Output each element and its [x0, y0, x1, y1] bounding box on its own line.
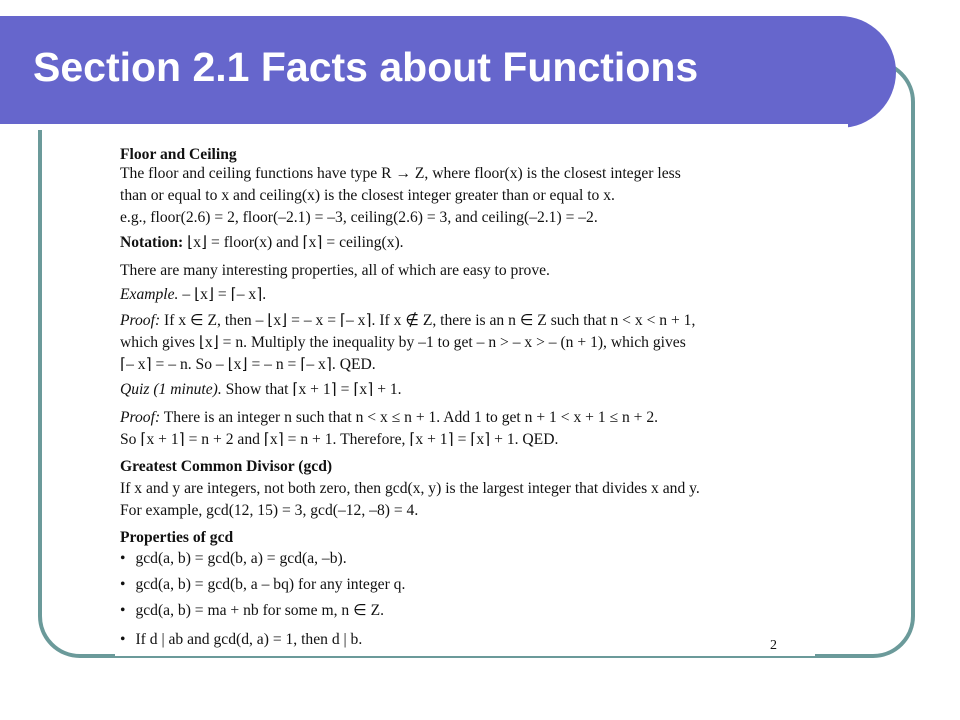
bullet-icon: • [120, 576, 126, 593]
quiz-line [120, 379, 402, 401]
text-line: e.g., floor(2.6) = 2, floor(–2.1) = –3, ceiling(2.6) = 3, and ceiling(–2.1) = –2. [120, 209, 598, 226]
proof2-label: Proof: [120, 409, 161, 426]
proof2-text: There is an integer n such that n < x ≤ n + 1. Add 1 to get n + 1 < x + 1 ≤ n + 2. [160, 409, 659, 426]
scanned-page [115, 142, 815, 656]
bullet-item [120, 600, 384, 622]
bullet-text: gcd(a, b) = gcd(b, a) = gcd(a, –b). [135, 550, 347, 567]
slide-title: Section 2.1 Facts about Functions [33, 44, 699, 90]
text-line: If x and y are integers, not both zero, then gcd(x, y) is the largest integer that divides x and y. [120, 480, 700, 497]
notation-text: ⌊x⌋ = floor(x) and ⌈x⌉ = ceiling(x). [183, 234, 404, 251]
title-underline [0, 124, 848, 130]
notation-label: Notation: [120, 234, 184, 251]
bullet-icon: • [120, 602, 126, 619]
text-line: ⌈– x⌉ = – n. So – ⌊x⌋ = – n = ⌈– x⌉. QED. [120, 356, 376, 373]
bullet-text: If d | ab and gcd(d, a) = 1, then d | b. [135, 631, 363, 648]
text-line: which gives ⌊x⌋ = n. Multiply the inequality by –1 to get – n > – x > – (n + 1), which gives [120, 334, 686, 351]
heading-gcd: Greatest Common Divisor (gcd) [120, 458, 333, 475]
quiz-label: Quiz (1 minute). [120, 381, 222, 398]
notation-line [120, 232, 404, 254]
page-number: 2 [770, 638, 777, 653]
text-line: There are many interesting properties, all of which are easy to prove. [120, 262, 550, 279]
bullet-icon: • [120, 631, 126, 648]
quiz-text: Show that ⌈x + 1⌉ = ⌈x⌉ + 1. [221, 381, 402, 398]
bullet-item [120, 574, 405, 596]
text-line: For example, gcd(12, 15) = 3, gcd(–12, –8) = 4. [120, 502, 419, 519]
example-label: Example. [120, 286, 179, 303]
proof-line [120, 310, 695, 332]
example-line [120, 284, 266, 306]
example-text: – ⌊x⌋ = ⌈– x⌉. [178, 286, 267, 303]
bullet-text: gcd(a, b) = ma + nb for some m, n ∈ Z. [135, 602, 385, 619]
proof2-line [120, 407, 658, 429]
bullet-item [120, 629, 362, 651]
text-line: than or equal to x and ceiling(x) is the closest integer greater than or equal to x. [120, 187, 615, 204]
bullet-item [120, 548, 347, 570]
text-line: So ⌈x + 1⌉ = n + 2 and ⌈x⌉ = n + 1. Therefore, ⌈x + 1⌉ = ⌈x⌉ + 1. QED. [120, 431, 559, 448]
bullet-icon: • [120, 550, 126, 567]
text-line: The floor and ceiling functions have type R → Z, where floor(x) is the closest integer less [120, 165, 681, 182]
heading-properties: Properties of gcd [120, 529, 234, 546]
bullet-text: gcd(a, b) = gcd(b, a – bq) for any integer q. [135, 576, 406, 593]
proof-label: Proof: [120, 312, 161, 329]
proof-text: If x ∈ Z, then – ⌊x⌋ = – x = ⌈– x⌉. If x ∉ Z, there is an n ∈ Z such that n < x < n + 1, [160, 312, 696, 329]
heading-floor-ceiling: Floor and Ceiling [120, 146, 237, 163]
